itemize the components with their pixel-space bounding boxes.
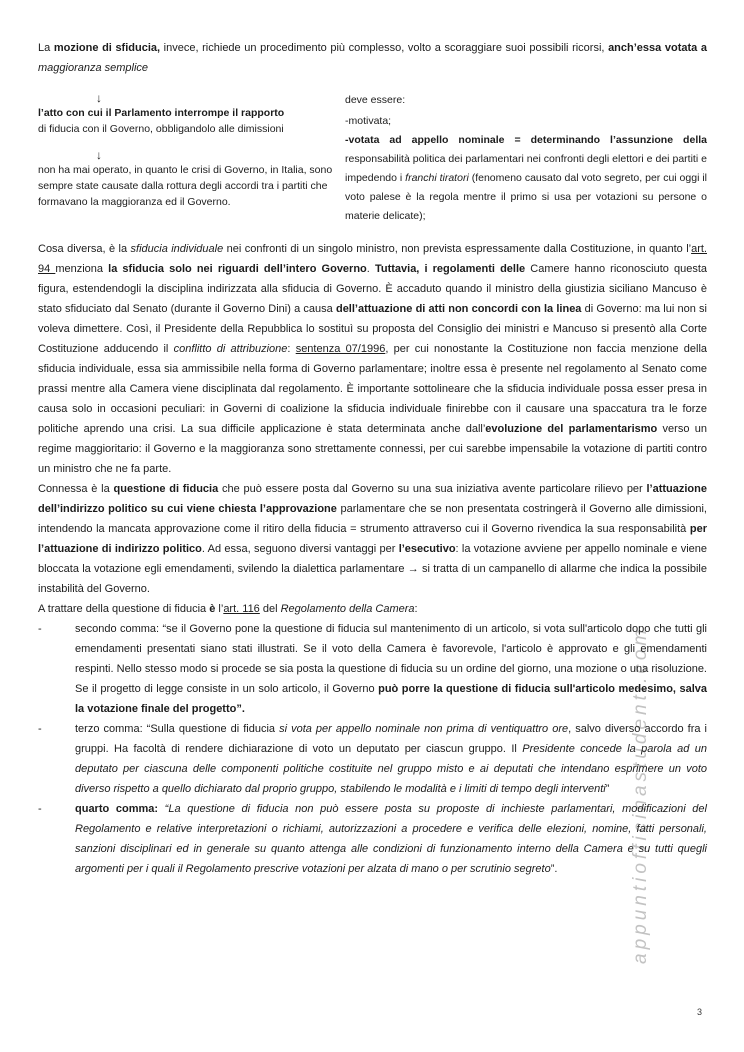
- page-number: 3: [697, 1007, 703, 1017]
- left-column-bold-line: l’atto con cui il Parlamento interrompe il rapporto: [38, 107, 285, 119]
- text-run: evoluzione del parlamentarismo: [485, 423, 663, 435]
- text-run: , per cui nonostante la Costituzione non faccia menzione della sfiducia individuale, essa sia ammissibile nella forma di Governo parlamentare; inoltre essa è presente nel regolamento al Senato come prassi mentre alla Camera viene disciplinata dal regolamento. È importante sottolineare che la sfiducia individuale possa esser presa in causa solo in occasioni peculiari: in Governi di coalizione la sfiducia individuale finirebbe con il causare una spaccatura tra le forze politiche aprendo una crisi. La sua difficile applicazione è stata determinata anche dall’: [38, 343, 708, 435]
- text-run: -votata ad appello nominale = determinando l’assunzione della: [345, 134, 707, 146]
- text-run: A trattare della questione di fiducia: [38, 603, 210, 615]
- list-item-text: [75, 799, 707, 879]
- text-run: art. 116: [223, 603, 260, 615]
- text-run: menziona: [55, 263, 109, 275]
- text-run: è: [209, 603, 219, 615]
- two-column-section: [38, 91, 707, 226]
- text-run: invece, richiede un procedimento più complesso, volto a scoraggiare suoi possibili ricorsi,: [160, 42, 609, 54]
- text-run: responsabilità politica dei parlamentari nei confronti degli elettori e dei partiti e impedendo i: [345, 153, 707, 184]
- text-run: per l’attuazione di indirizzo politico: [38, 523, 707, 555]
- text-run: .: [366, 263, 375, 275]
- text-run: terzo comma: “Sulla questione di fiducia: [75, 723, 280, 735]
- text-run: Cosa diversa, è la: [38, 243, 131, 255]
- right-column-heading: deve essere:: [345, 94, 406, 106]
- dash-bullet: -: [38, 803, 42, 815]
- list-item-text: [75, 719, 707, 799]
- text-run: anch’essa votata a: [608, 42, 707, 54]
- text-run: ”: [605, 783, 610, 795]
- text-run: l’: [218, 603, 224, 615]
- text-run: del: [259, 603, 281, 615]
- text-run: si vota per appello nominale non prima di ventiquattro ore: [279, 723, 569, 735]
- paragraph-questione-di-fiducia: [38, 479, 707, 599]
- text-run: l’esecutivo: [398, 543, 456, 555]
- dash-bullet: -: [38, 723, 42, 735]
- paragraph-art-116: [38, 599, 707, 619]
- text-run: :: [287, 343, 296, 355]
- intro-paragraph: [38, 38, 707, 78]
- text-run: può porre la questione di fiducia sull'articolo medesimo, salva la votazione finale del progetto”.: [75, 683, 708, 715]
- paragraph-sfiducia-individuale: [38, 239, 707, 479]
- text-run: : la votazione avviene per appello nominale e viene bloccata la votazione egli emendamenti, svilendo la dialettica parlamentare → si tratta di un campanello di allarme che indica la possibile instabilità del Governo.: [38, 543, 707, 595]
- text-run: (fenomeno causato dal voto segreto, per cui oggi il voto palese è la regola mentre il primo si usa per votazioni su persone o materie delicate);: [345, 172, 708, 222]
- right-column-item-votata: [345, 131, 707, 226]
- text-run: l’attuazione dell’indirizzo politico su cui viene chiesta l’approvazione: [38, 483, 707, 515]
- text-run: sentenza 07/1996: [295, 343, 386, 355]
- text-run: di Governo: ma lui non si voleva dimettere. Così, il Presidente della Repubblica lo sostituì su proposta del Consiglio dei ministri e Mancuso si presentò alla Corte Costituzione adducendo il: [38, 303, 707, 355]
- text-run: , salvo diverso accordo fra i gruppi. Ha facoltà di rendere dichiarazione di voto un deputato per ciascun gruppo. Il: [75, 723, 707, 755]
- text-run: ”.: [550, 863, 558, 875]
- comma-list: [38, 619, 707, 879]
- text-run: nei confronti di un singolo ministro, non prevista espressamente dalla Costituzione, in quanto l’: [226, 243, 692, 255]
- left-column-paragraph: non ha mai operato, in quanto le crisi di Governo, in Italia, sono sempre state causate dalla rottura degli accordi tra i partiti che formavano la maggioranza ed il Governo.: [38, 164, 333, 208]
- down-arrow-icon: ↓: [96, 148, 102, 162]
- text-run: che può essere posta dal Governo su una sua iniziativa avente particolare rilievo per: [221, 483, 647, 495]
- page-content: [38, 38, 707, 879]
- watermark-text: appuntiofficinastudenti.com: [630, 625, 651, 964]
- text-run: quarto comma:: [75, 803, 165, 815]
- left-column-line: di fiducia con il Governo, obbligandolo alle dimissioni: [38, 123, 284, 135]
- text-run: dell’attuazione di atti non concordi con la linea: [335, 303, 585, 315]
- down-arrow-icon: ↓: [96, 91, 102, 105]
- text-run: :: [414, 603, 418, 615]
- text-run: mozione di sfiducia,: [53, 42, 161, 54]
- right-column-item-motivata: -motivata;: [345, 115, 392, 127]
- text-run: verso un regime maggioritario: il Governo e la maggioranza sono strettamente connessi, per cui sarebbe impensabile la votazione di partiti contro un ministro che ne fa parte.: [38, 423, 707, 475]
- text-run: conflitto di attribuzione: [173, 343, 288, 355]
- right-column: [345, 91, 707, 226]
- text-run: la sfiducia solo nei riguardi dell’intero Governo: [108, 263, 367, 275]
- text-run: maggioranza semplice: [38, 62, 149, 74]
- list-item-terzo-comma: [38, 719, 707, 799]
- dash-bullet: -: [38, 623, 42, 635]
- text-run: secondo comma: “se il Governo pone la questione di fiducia sul mantenimento di un articolo, si vota sull'articolo dopo che tutti gli emendamenti presentati siano stati illustrati. Se il voto della Camera è favorevole, l'articolo è approvato e gli emendamenti respinti. Nello stesso modo si procede se sia posta la questione di fiducia su un ordine del giorno, una mozione o una risoluzione. Se il progetto di legge consiste in un solo articolo, il Governo: [75, 623, 707, 695]
- list-item-secondo-comma: [38, 619, 707, 719]
- text-run: La: [38, 42, 54, 54]
- text-run: questione di fiducia: [113, 483, 222, 495]
- list-item-text: [75, 619, 707, 719]
- text-run: sfiducia individuale: [130, 243, 227, 255]
- text-run: art. 94: [38, 243, 707, 275]
- text-run: franchi tiratori: [405, 172, 472, 184]
- text-run: Presidente concede la parola ad un deputato per ciascuna delle componenti politiche costituite nel gruppo misto e ai deputati che intendano esprimere un voto diverso rispetto a quello dichiarato dal proprio gruppo, stabilendo le modalità e i limiti di tempo degli interventi: [75, 743, 707, 795]
- text-run: Tuttavia, i regolamenti delle: [374, 263, 531, 275]
- list-item-quarto-comma: [38, 799, 707, 879]
- text-run: . Ad essa, seguono diversi vantaggi per: [201, 543, 399, 555]
- text-run: Connessa è la: [38, 483, 114, 495]
- text-run: “La questione di fiducia non può essere posta su proposte di inchieste parlamentari, modificazioni del Regolamento e relative interpretazioni o richiami, autorizzazioni a procedere e verifica delle elezioni, nomine, fatti personali, sanzioni disciplinari ed in generale su quanto attenga alle condizioni di funzionamento interno della Camera e su tutti quegli argomenti per i quali il Regolamento prescrive votazioni per alzata di mano o per scrutinio segreto: [75, 803, 707, 875]
- text-run: Regolamento della Camera: [280, 603, 415, 615]
- text-run: parlamentare che se non presentata costringerà il Governo alle dimissioni, intendendo la mancata approvazione come il ritiro della fiducia = strumento attraverso cui il Governo rivendica la sua responsabilità: [38, 503, 707, 535]
- left-column: [38, 91, 345, 226]
- text-run: Camere hanno riconosciuto questa figura, estendendogli la disciplina indirizzata alla sfiducia di Governo. È accaduto quando il ministro della giustizia siciliano Mancuso è stato sfiduciato dal Senato (durante il Governo Dini) a causa: [38, 263, 708, 315]
